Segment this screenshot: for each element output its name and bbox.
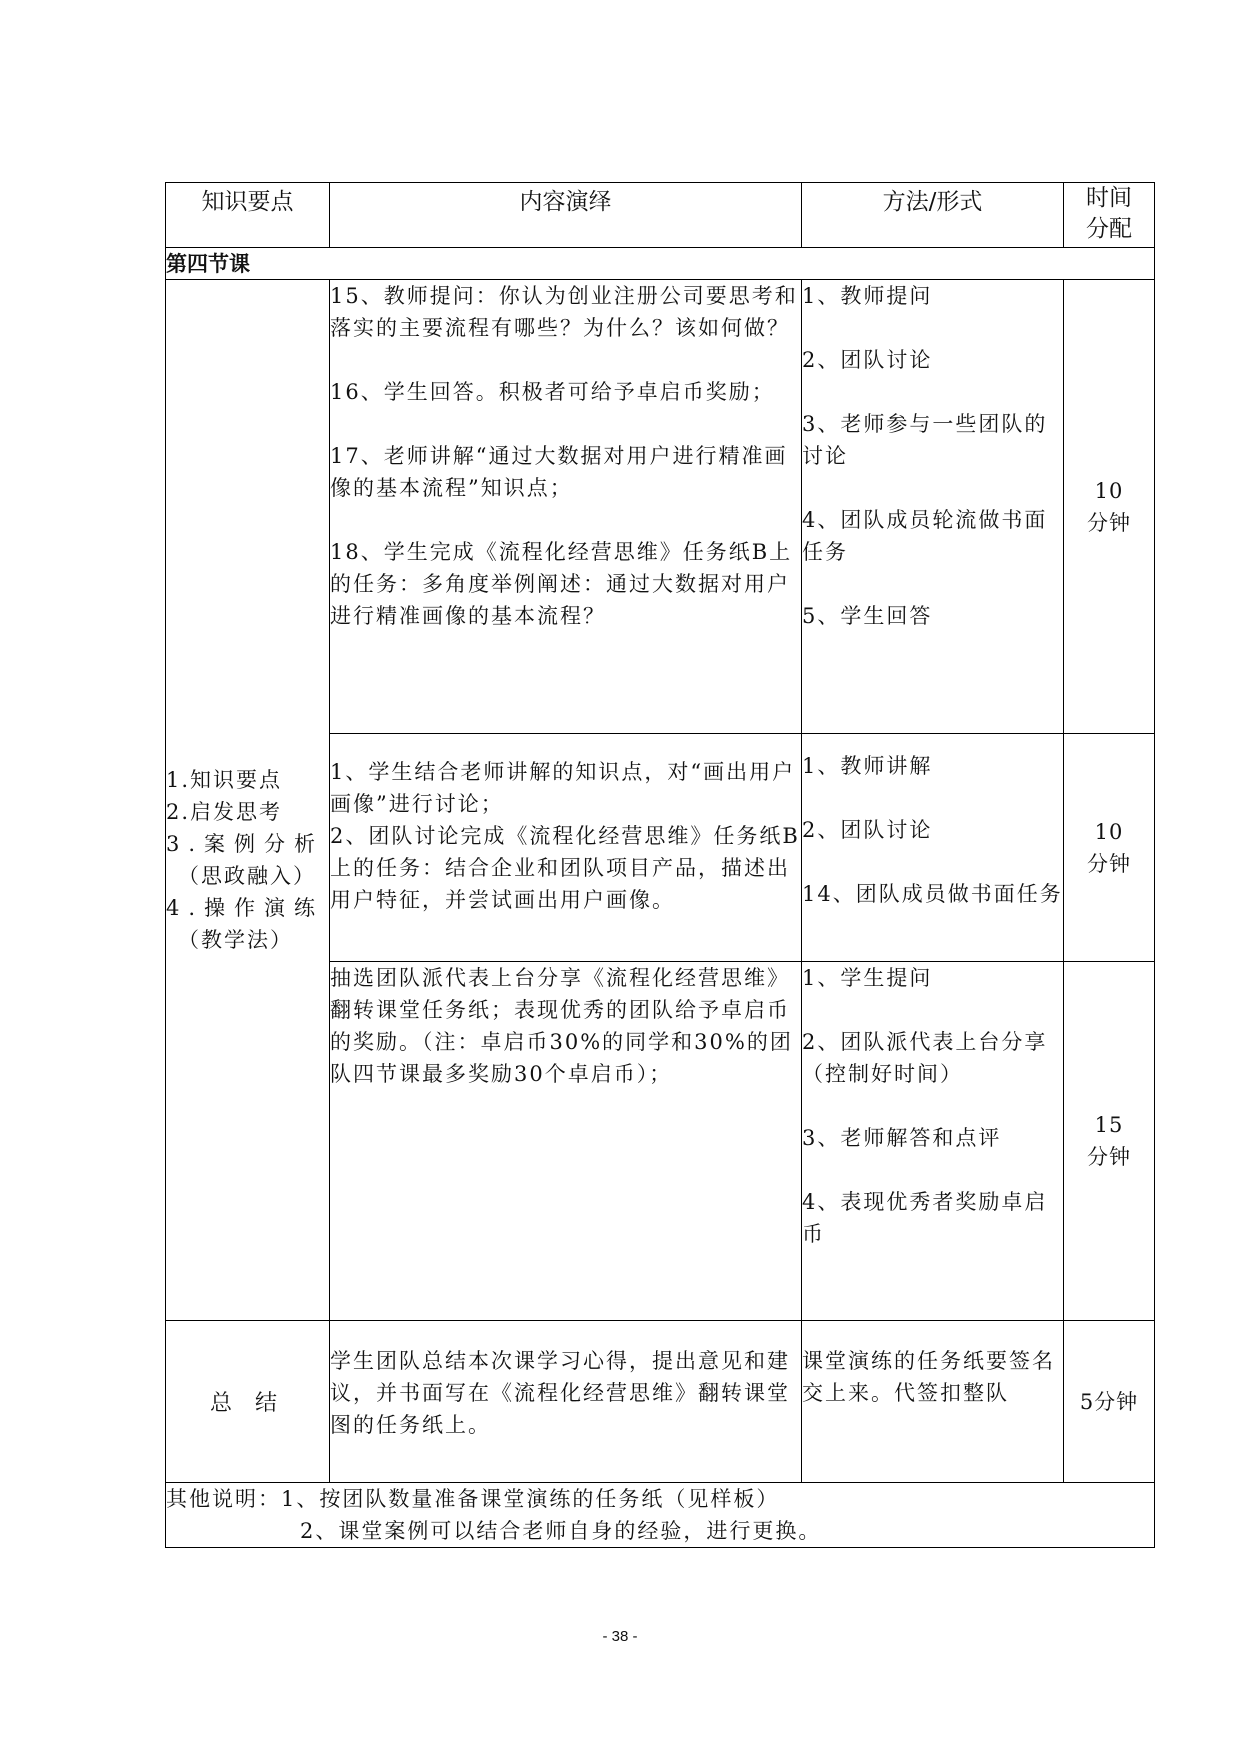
- method-item: 14、团队成员做书面任务: [802, 882, 1063, 906]
- content-item: 15、教师提问：你认为创业注册公司要思考和落实的主要流程有哪些？为什么？该如何做？: [330, 284, 798, 340]
- method-item: 1、学生提问: [802, 966, 933, 990]
- section-title: 第四节课: [166, 248, 1155, 280]
- content-item: 16、学生回答。积极者可给予卓启币奖励；: [330, 380, 775, 404]
- header-content: 内容演绎: [330, 183, 802, 248]
- header-time-line2: 分配: [1086, 216, 1132, 242]
- knowledge-point: 2.启发思考: [166, 800, 283, 824]
- time-unit: 分钟: [1087, 510, 1131, 535]
- method-item: 3、老师参与一些团队的讨论: [802, 412, 1048, 468]
- notes-row: [166, 1483, 1155, 1548]
- content-cell: [330, 280, 802, 734]
- notes-cell: [166, 1483, 1155, 1548]
- method-item: 1、教师讲解: [802, 754, 933, 778]
- method-cell: [802, 962, 1064, 1321]
- method-item: 4、表现优秀者奖励卓启币: [802, 1190, 1048, 1246]
- knowledge-points-cell: [166, 280, 330, 1321]
- method-item: 5、学生回答: [802, 604, 933, 628]
- header-knowledge-points: 知识要点: [166, 183, 330, 248]
- page-number: - 38 -: [602, 1628, 638, 1645]
- section-row: [166, 248, 1155, 280]
- activity-row-1: [166, 280, 1155, 734]
- knowledge-point: 3.案例分析: [166, 832, 325, 856]
- content-item: 抽选团队派代表上台分享《流程化经营思维》翻转课堂任务纸；表现优秀的团队给予卓启币的奖励。（注：卓启币30%的同学和30%的团队四节课最多奖励30个卓启币）；: [330, 966, 793, 1086]
- time-unit: 分钟: [1087, 851, 1131, 876]
- content-cell: [330, 734, 802, 962]
- method-item: 1、教师提问: [802, 284, 933, 308]
- header-time-line1: 时间: [1086, 185, 1132, 211]
- header-method: 方法/形式: [802, 183, 1064, 248]
- knowledge-point: （教学法）: [178, 928, 293, 952]
- method-item: 3、老师解答和点评: [802, 1126, 1002, 1150]
- summary-label: 总 结: [166, 1321, 330, 1483]
- content-item: 17、老师讲解“通过大数据对用户进行精准画像的基本流程”知识点；: [330, 444, 788, 500]
- time-cell: [1064, 962, 1155, 1321]
- content-item: 18、学生完成《流程化经营思维》任务纸B上的任务：多角度举例阐述：通过大数据对用户进行精准画像的基本流程？: [330, 540, 793, 628]
- time-value: 15: [1094, 1113, 1124, 1137]
- note-line-2: 2、课堂案例可以结合老师自身的经验，进行更换。: [300, 1519, 822, 1543]
- content-cell: [330, 962, 802, 1321]
- knowledge-point: 4.操作演练: [166, 896, 325, 920]
- method-cell: [802, 280, 1064, 734]
- time-unit: 分钟: [1087, 1145, 1131, 1169]
- summary-row: [166, 1321, 1155, 1483]
- time-value: 10: [1094, 819, 1124, 844]
- lesson-plan-table: [165, 182, 1155, 1548]
- time-cell: [1064, 280, 1155, 734]
- content-item: 1、学生结合老师讲解的知识点，对“画出用户画像”进行讨论；: [330, 760, 796, 816]
- time-cell: [1064, 734, 1155, 962]
- header-row: [166, 183, 1155, 248]
- note-line-1: 其他说明：1、按团队数量准备课堂演练的任务纸（见样板）: [166, 1487, 780, 1511]
- summary-time: 5分钟: [1064, 1321, 1155, 1483]
- method-item: 2、团队讨论: [802, 348, 933, 372]
- knowledge-point: （思政融入）: [178, 864, 316, 888]
- method-item: 2、团队讨论: [802, 818, 933, 842]
- content-item: 2、团队讨论完成《流程化经营思维》任务纸B上的任务：结合企业和团队项目产品，描述出用户特征，并尝试画出用户画像。: [330, 824, 800, 912]
- summary-method: 课堂演练的任务纸要签名交上来。代签扣整队: [802, 1321, 1064, 1483]
- method-item: 4、团队成员轮流做书面任务: [802, 508, 1048, 564]
- knowledge-point: 1.知识要点: [166, 768, 283, 792]
- header-time: [1064, 183, 1155, 248]
- summary-content: 学生团队总结本次课学习心得，提出意见和建议，并书面写在《流程化经营思维》翻转课堂图的任务纸上。: [330, 1321, 802, 1483]
- method-item: 2、团队派代表上台分享（控制好时间）: [802, 1030, 1048, 1086]
- method-cell: [802, 734, 1064, 962]
- time-value: 10: [1094, 478, 1124, 503]
